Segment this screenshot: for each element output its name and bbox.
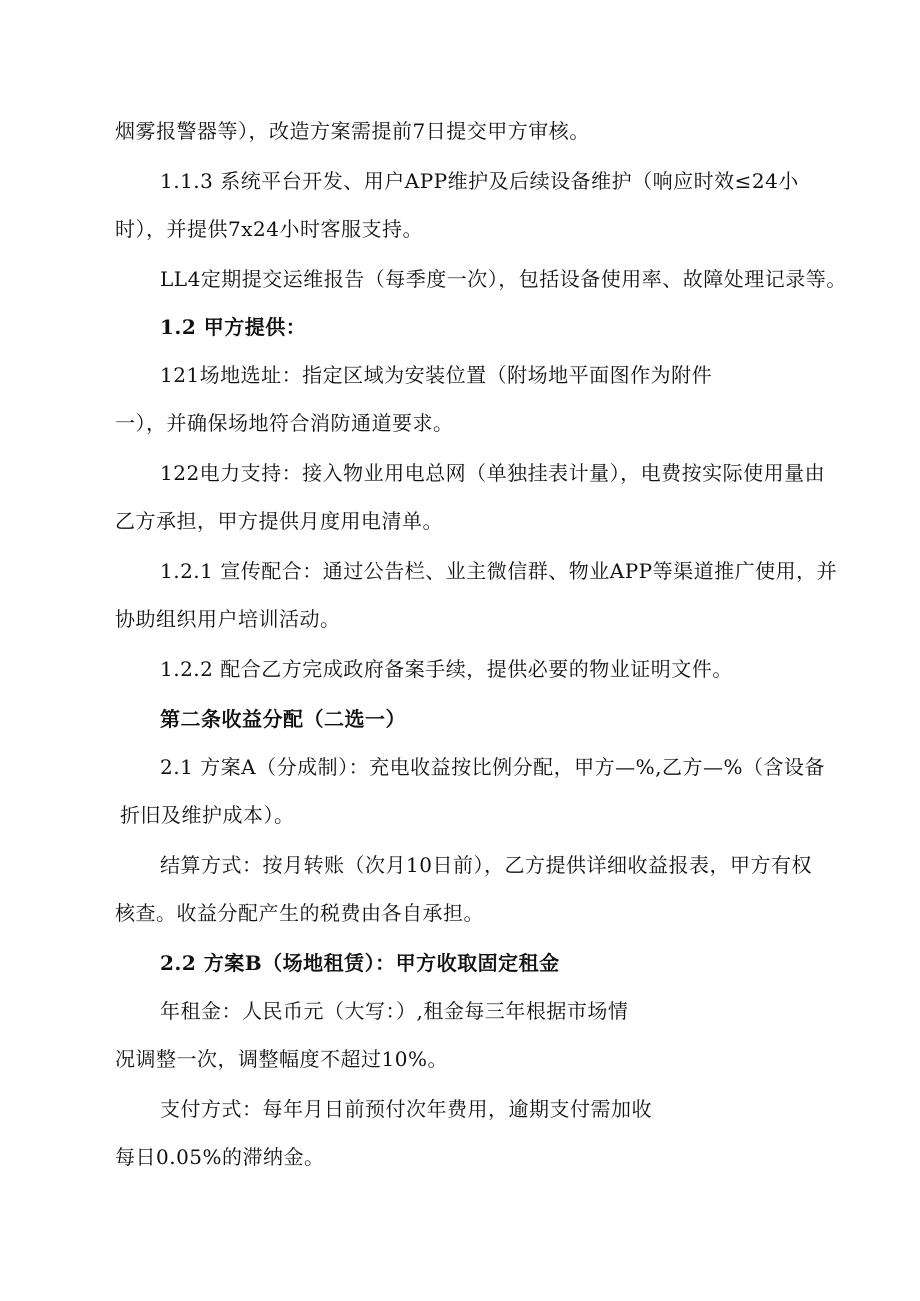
- text-line-17: 核查。收益分配产生的税费由各自承担。: [115, 901, 484, 925]
- text-line-15: 折旧及维护成本）。: [120, 803, 295, 827]
- article-heading-2: 第二条收益分配（二选一）: [160, 707, 406, 731]
- text-line-1: 烟雾报警器等），改造方案需提前7日提交甲方审核。: [115, 119, 590, 143]
- text-line-14: 2.1 方案A（分成制）：充电收益按比例分配，甲方—%,乙方—%（含设备: [160, 755, 825, 779]
- text-line-8: 122电力支持：接入物业用电总网（单独挂表计量），电费按实际使用量由: [160, 461, 826, 485]
- text-line-11: 协助组织用户培训活动。: [115, 607, 341, 631]
- text-line-6: 121场地选址：指定区域为安装位置（附场地平面图作为附件: [160, 363, 713, 387]
- text-line-22: 每日0.05%的滞纳金。: [115, 1145, 325, 1169]
- text-line-20: 况调整一次，调整幅度不超过10%。: [115, 1047, 448, 1071]
- text-line-10: 1.2.1 宣传配合：通过公告栏、业主微信群、物业APP等渠道推广使用，并: [160, 559, 838, 583]
- section-heading-2-2: 2.2 方案B（场地租赁）：甲方收取固定租金: [160, 951, 560, 975]
- text-line-21: 支付方式：每年月日前预付次年费用，逾期支付需加收: [160, 1097, 652, 1121]
- text-line-4: LL4定期提交运维报告（每季度一次），包括设备使用率、故障处理记录等。: [160, 267, 847, 291]
- section-heading-1-2: 1.2 甲方提供：: [160, 315, 307, 339]
- text-line-9: 乙方承担，甲方提供月度用电清单。: [115, 509, 443, 533]
- text-line-16: 结算方式：按月转账（次月10日前），乙方提供详细收益报表，甲方有权: [160, 853, 812, 877]
- text-line-2: 1.1.3 系统平台开发、用户APP维护及后续设备维护（响应时效≤24小: [160, 169, 799, 193]
- text-line-7: 一），并确保场地符合消防通道要求。: [115, 411, 454, 435]
- text-line-12: 1.2.2 配合乙方完成政府备案手续，提供必要的物业证明文件。: [160, 657, 733, 681]
- text-line-19: 年租金：人民币元（大写：）,租金每三年根据市场情: [160, 999, 629, 1023]
- text-line-3: 时），并提供7x24小时客服支持。: [115, 217, 423, 241]
